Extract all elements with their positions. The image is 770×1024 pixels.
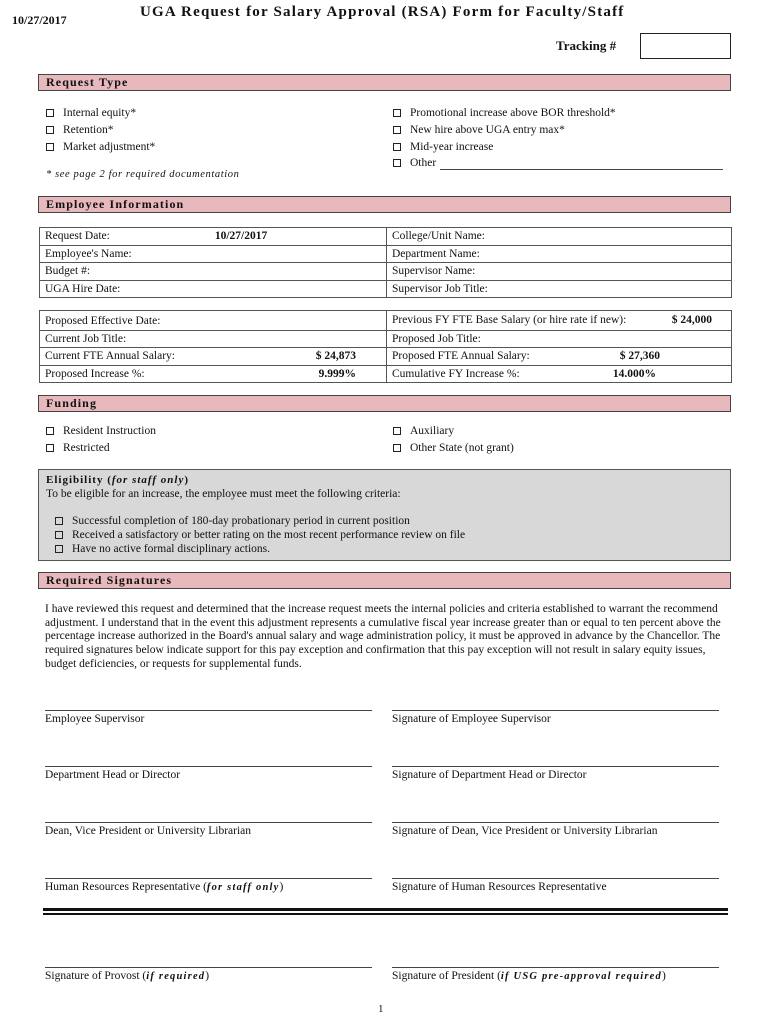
table-row [40,245,732,263]
option-auxiliary[interactable]: Auxiliary [393,425,454,437]
supervisor-job-title-cell[interactable]: Supervisor Job Title: [387,280,732,298]
proposed-job-title-cell[interactable]: Proposed Job Title: [387,330,732,348]
sig-label-right: Signature of Department Head or Director [392,769,587,781]
option-mid-year-increase[interactable]: Mid-year increase [393,141,493,153]
option-retention[interactable]: Retention* [46,124,113,136]
table-row [40,365,732,383]
proposed-salary-cell[interactable]: Proposed FTE Annual Salary: $ 27,360 [387,348,732,366]
option-restricted[interactable]: Restricted [46,442,110,454]
criterion-no-disciplinary[interactable]: Have no active formal disciplinary actions. [55,543,270,555]
employee-supervisor-name-line[interactable] [45,710,372,711]
provost-label: Signature of Provost (if required) [45,970,210,982]
employee-supervisor-signature-line[interactable] [392,710,719,711]
employee-name-cell[interactable]: Employee's Name: [40,245,387,263]
sig-label-right: Signature of Employee Supervisor [392,713,551,725]
divider [43,908,728,911]
table-row [40,330,732,348]
option-new-hire[interactable]: New hire above UGA entry max* [393,124,565,136]
current-job-title-cell[interactable]: Current Job Title: [40,330,387,348]
criterion-probation[interactable]: Successful completion of 180-day probationary period in current position [55,515,410,527]
sig-label-left: Department Head or Director [45,769,181,781]
documentation-note: * see page 2 for required documentation [46,169,240,180]
supervisor-name-cell[interactable]: Supervisor Name: [387,263,732,281]
employee-info-table-2 [39,310,732,383]
cumulative-increase-cell[interactable]: Cumulative FY Increase %: 14.000% [387,365,732,383]
table-row [40,348,732,366]
dean-name-line[interactable] [45,822,372,823]
table-row [40,263,732,281]
tracking-number-field[interactable] [640,33,731,59]
department-head-name-line[interactable] [45,766,372,767]
checkbox[interactable] [393,126,401,134]
other-specify-field[interactable] [440,169,723,170]
checkbox[interactable] [393,427,401,435]
criterion-performance-review[interactable]: Received a satisfactory or better rating on the most recent performance review on file [55,529,465,541]
table-row [40,228,732,246]
option-other[interactable]: Other [393,157,436,169]
hire-date-cell[interactable]: UGA Hire Date: [40,280,387,298]
option-market-adjustment[interactable]: Market adjustment* [46,141,155,153]
option-promotional-increase[interactable]: Promotional increase above BOR threshold* [393,107,616,119]
checkbox[interactable] [393,159,401,167]
form-title: UGA Request for Salary Approval (RSA) Form for Faculty/Staff [140,4,625,20]
checkbox[interactable] [393,109,401,117]
page-number: 1 [378,1003,384,1015]
hr-rep-name-line[interactable] [45,878,372,879]
funding-heading: Funding [38,395,731,412]
hr-rep-signature-line[interactable] [392,878,719,879]
checkbox[interactable] [46,143,54,151]
tracking-label: Tracking # [556,38,617,53]
sig-label-left: Dean, Vice President or University Librarian [45,825,252,837]
checkbox[interactable] [55,531,63,539]
checkbox[interactable] [46,109,54,117]
sig-label-left: Employee Supervisor [45,713,145,725]
employee-information-heading: Employee Information [38,196,731,213]
department-head-signature-line[interactable] [392,766,719,767]
option-resident-instruction[interactable]: Resident Instruction [46,425,156,437]
checkbox[interactable] [46,444,54,452]
president-label: Signature of President (if USG pre-approval required) [392,970,666,982]
table-row [40,311,732,331]
college-unit-cell[interactable]: College/Unit Name: [387,228,732,246]
certification-paragraph: I have reviewed this request and determined that the increase request meets the internal policies and criteria established to warrant the recommend adjustment. I understand that in the event this adjustment represents a cumulative fiscal year increase greater than or equal to ten percent above the percentage increase authorized in the Board's annual salary and wage administration policy, it must be approved in advance by the Chancellor. The required signatures below indicate support for this pay exception and confirmation that this pay exception will not result in salary equity issues, budget deficiencies, or requests for supplemental funds. [45,603,721,670]
required-signatures-heading: Required Signatures [38,572,731,589]
employee-info-table-1 [39,227,732,298]
eligibility-box [38,469,731,561]
request-type-heading: Request Type [38,74,731,91]
dean-signature-line[interactable] [392,822,719,823]
current-salary-cell[interactable]: Current FTE Annual Salary: $ 24,873 [40,348,387,366]
sig-label-right: Signature of Dean, Vice President or University Librarian [392,825,658,837]
checkbox[interactable] [55,517,63,525]
budget-number-cell[interactable]: Budget #: [40,263,387,281]
table-row [40,280,732,298]
hr-rep-label: Human Resources Representative (for staff only) [45,881,284,893]
proposed-increase-cell[interactable]: Proposed Increase %: 9.999% [40,365,387,383]
checkbox[interactable] [393,444,401,452]
request-date-cell[interactable]: Request Date: 10/27/2017 [40,228,387,246]
checkbox[interactable] [46,427,54,435]
checkbox[interactable] [393,143,401,151]
eligibility-intro: To be eligible for an increase, the employee must meet the following criteria: [46,488,401,500]
checkbox[interactable] [46,126,54,134]
divider [43,913,728,915]
proposed-effective-date-cell[interactable]: Proposed Effective Date: [40,311,387,331]
checkbox[interactable] [55,545,63,553]
option-other-state[interactable]: Other State (not grant) [393,442,514,454]
option-internal-equity[interactable]: Internal equity* [46,107,136,119]
president-signature-line[interactable] [392,967,719,968]
department-name-cell[interactable]: Department Name: [387,245,732,263]
eligibility-title: Eligibility (for staff only) [46,474,190,486]
provost-signature-line[interactable] [45,967,372,968]
previous-fy-salary-cell[interactable]: Previous FY FTE Base Salary (or hire rate if new): $ 24,000 [387,311,732,331]
form-date: 10/27/2017 [12,13,67,27]
hr-rep-signature-label: Signature of Human Resources Representative [392,881,607,893]
